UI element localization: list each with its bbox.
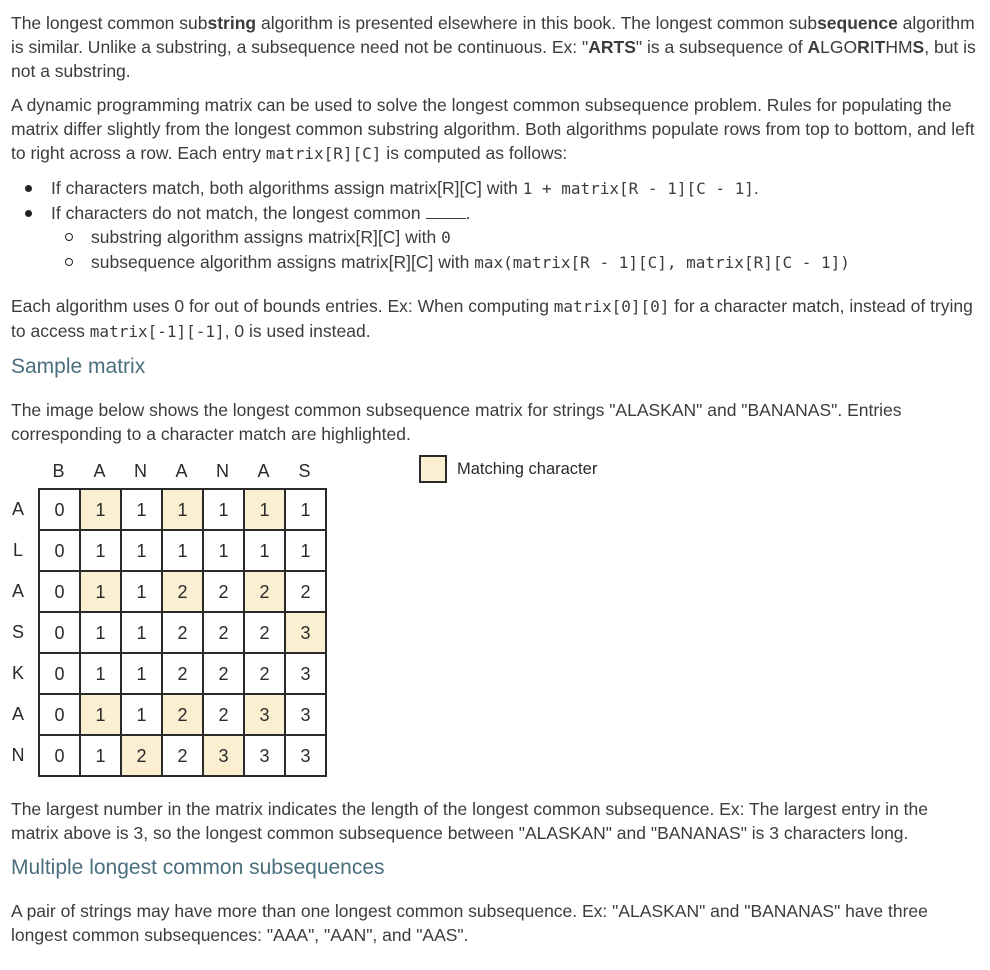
intro-text: algorithm is presented elsewhere in this book. The longest common sub <box>256 13 818 33</box>
matrix-row <box>39 653 326 694</box>
matrix-cell-match: 2 <box>121 735 162 776</box>
matrix-cell: 2 <box>203 571 244 612</box>
rule-match <box>51 176 978 201</box>
matrix-cell: 1 <box>80 530 121 571</box>
matrix-row <box>39 694 326 735</box>
algorithms-letters: HM <box>885 37 913 57</box>
matrix-cell: 2 <box>203 694 244 735</box>
matrix-cell: 0 <box>39 571 80 612</box>
matrix-cell-match: 2 <box>244 571 285 612</box>
matrix-cell-match: 1 <box>80 489 121 530</box>
bounds-text: Each algorithm uses 0 for out of bounds entries. Ex: When computing <box>11 296 554 316</box>
matrix-row <box>39 612 326 653</box>
matrix-cell: 0 <box>39 489 80 530</box>
matrix-cell: 0 <box>39 530 80 571</box>
column-letter: A <box>257 461 270 481</box>
matrix-cell: 0 <box>39 694 80 735</box>
rule-subsequence <box>91 250 978 275</box>
column-letter: A <box>93 461 106 481</box>
rule-substring-code: 0 <box>441 228 451 247</box>
rule-subsequence-code: max(matrix[R - 1][C], matrix[R][C - 1]) <box>474 253 850 272</box>
matrix-cell: 3 <box>244 735 285 776</box>
row-letter: A <box>11 499 24 519</box>
matrix-cell: 1 <box>162 530 203 571</box>
multiple-lcs-paragraph: A pair of strings may have more than one longest common subsequence. Ex: "ALASKAN" and "BANANAS" have three longest common subsequences: "AAA", "AAN", and "AAS". <box>11 901 928 945</box>
bounds-paragraph <box>11 294 978 344</box>
dp-code: matrix[R][C] <box>265 144 382 163</box>
matrix-cell-match: 2 <box>162 571 203 612</box>
matrix-cell-match: 3 <box>285 612 326 653</box>
lcs-matrix <box>38 488 327 777</box>
matrix-cell: 2 <box>203 653 244 694</box>
matrix-cell: 1 <box>121 530 162 571</box>
dp-paragraph <box>11 93 978 166</box>
intro-text: The longest common sub <box>11 13 208 33</box>
matrix-cell: 1 <box>121 612 162 653</box>
bounds-code: matrix[-1][-1] <box>89 322 225 341</box>
matrix-cell: 1 <box>121 571 162 612</box>
matrix-cell: 1 <box>80 612 121 653</box>
row-letter: A <box>11 581 24 601</box>
matrix-row <box>39 735 326 776</box>
matrix-row <box>39 530 326 571</box>
matrix-row <box>39 571 326 612</box>
matrix-cell: 2 <box>244 653 285 694</box>
matrix-cell-match: 1 <box>244 489 285 530</box>
algorithms-bold-letter: T <box>874 37 886 57</box>
matrix-cell: 1 <box>121 489 162 530</box>
lcs-matrix-figure <box>11 455 978 785</box>
matrix-cell: 2 <box>162 653 203 694</box>
matrix-cell-match: 3 <box>203 735 244 776</box>
matrix-cell: 1 <box>80 653 121 694</box>
matrix-cell: 3 <box>285 653 326 694</box>
dp-text: A dynamic programming matrix can be used to solve the longest common subsequence problem. Rules for populating the matrix differ slightly from the longest common substring algorithm. Both algorithms populate rows from top to bottom, and left to right across a row. Each entry <box>11 95 975 163</box>
rules-list <box>11 176 978 275</box>
row-letter: K <box>11 663 24 683</box>
rule-substring-text: substring algorithm assigns matrix[R][C] with <box>91 227 442 247</box>
matrix-cell: 0 <box>39 653 80 694</box>
blank-line <box>426 204 466 219</box>
intro-bold-arts: ARTS <box>588 37 636 57</box>
algorithms-bold-letter: R <box>857 37 870 57</box>
row-letter: L <box>12 540 23 560</box>
matrix-cell-match: 1 <box>162 489 203 530</box>
matrix-cell: 1 <box>203 489 244 530</box>
matrix-cell: 2 <box>203 612 244 653</box>
matrix-cell: 0 <box>39 612 80 653</box>
matrix-cell: 2 <box>244 612 285 653</box>
matrix-cell: 1 <box>80 735 121 776</box>
column-letter: A <box>175 461 188 481</box>
heading-sample-matrix: Sample matrix <box>11 355 146 378</box>
intro-bold-string: string <box>207 13 257 33</box>
legend-label: Matching character <box>457 460 598 478</box>
legend-swatch <box>419 455 447 483</box>
algorithms-letters: I <box>869 37 875 57</box>
intro-text: " is a subsequence of <box>635 37 808 57</box>
algorithms-bold-letter: S <box>912 37 925 57</box>
algorithms-word <box>808 37 925 57</box>
matrix-cell-match: 2 <box>162 694 203 735</box>
matrix-cell: 3 <box>285 694 326 735</box>
rule-subsequence-text: subsequence algorithm assigns matrix[R][C] with <box>91 252 475 272</box>
column-letter: S <box>298 461 311 481</box>
algorithms-bold-letter: A <box>807 37 821 57</box>
nomatch-sublist <box>51 225 978 275</box>
matrix-cell: 1 <box>203 530 244 571</box>
matrix-cell: 2 <box>162 735 203 776</box>
intro-text: algorithm is similar. Unlike a substring, a subsequence need not be continuous. Ex: " <box>11 13 975 57</box>
matrix-cell: 1 <box>285 530 326 571</box>
matrix-cell: 1 <box>285 489 326 530</box>
matrix-row <box>39 489 326 530</box>
rule-match-code: 1 + matrix[R - 1][C - 1] <box>522 179 754 198</box>
matrix-cell-match: 1 <box>80 694 121 735</box>
rule-nomatch-end: . <box>465 203 471 223</box>
matrix-cell: 1 <box>121 694 162 735</box>
matrix-cell-match: 3 <box>244 694 285 735</box>
column-letter: N <box>216 461 229 481</box>
bounds-text: , 0 is used instead. <box>224 321 371 341</box>
matrix-cell: 3 <box>285 735 326 776</box>
row-letter: S <box>11 622 24 642</box>
dp-text: is computed as follows: <box>381 143 568 163</box>
intro-bold-sequence: sequence <box>817 13 898 33</box>
algorithms-letters: LGO <box>820 37 858 57</box>
rule-match-text: If characters match, both algorithms assign matrix[R][C] with <box>51 178 523 198</box>
column-letter: B <box>52 461 65 481</box>
matrix-cell: 2 <box>285 571 326 612</box>
matrix-cell: 2 <box>162 612 203 653</box>
rule-match-end: . <box>753 178 759 198</box>
bounds-text: for a character match, instead of trying to access <box>11 296 973 341</box>
rule-substring <box>91 225 978 250</box>
legend <box>419 455 597 483</box>
heading-multiple-lcs: Multiple longest common subsequences <box>11 856 385 879</box>
row-letter: N <box>11 745 25 765</box>
rule-nomatch-text: If characters do not match, the longest common <box>51 203 426 223</box>
column-letter: N <box>134 461 147 481</box>
row-letter: A <box>11 704 24 724</box>
matrix-cell: 1 <box>244 530 285 571</box>
largest-number-paragraph: The largest number in the matrix indicates the length of the longest common subsequence. Ex: The largest entry in the matrix above is 3, so the longest common subsequence between "ALASKAN" and "BANANAS" is 3 characters long. <box>11 799 928 843</box>
matrix-cell: 1 <box>121 653 162 694</box>
matrix-cell: 0 <box>39 735 80 776</box>
rule-nomatch <box>51 201 978 275</box>
matrix-cell-match: 1 <box>80 571 121 612</box>
sample-description: The image below shows the longest common subsequence matrix for strings "ALASKAN" and "BANANAS". Entries corresponding to a character match are highlighted. <box>11 400 902 444</box>
bounds-code: matrix[0][0] <box>553 297 670 316</box>
intro-text: , but is not a substring. <box>11 37 976 81</box>
intro-paragraph <box>11 0 978 83</box>
